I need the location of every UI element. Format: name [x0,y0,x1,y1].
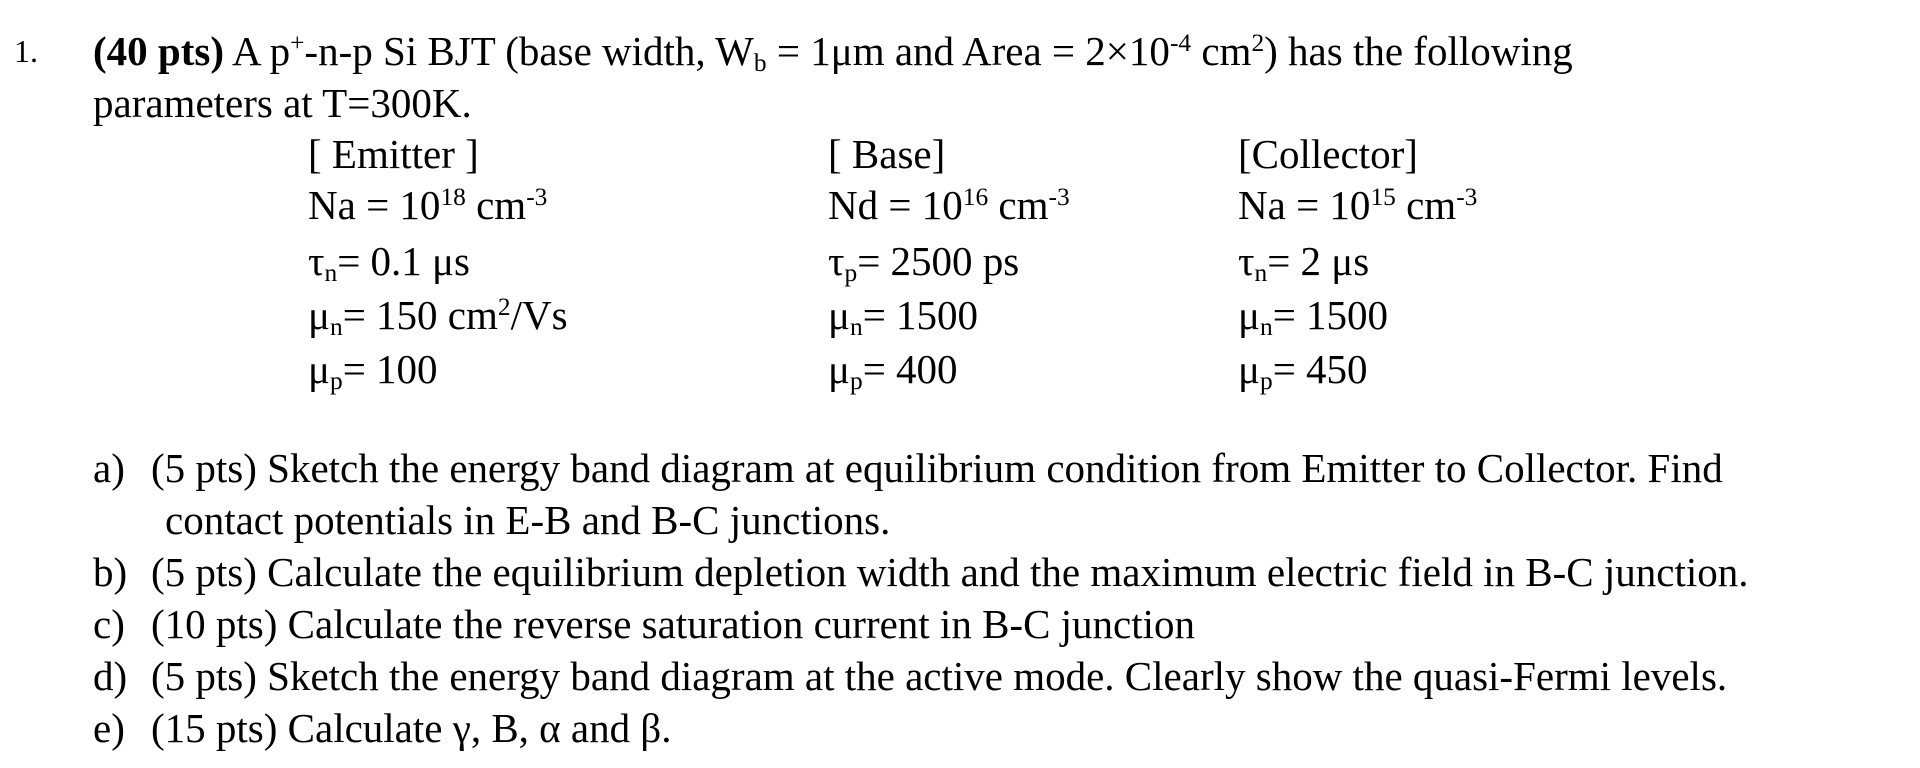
question-a-continuation: contact potentials in E-B and B-C junctions. [165,497,891,543]
emitter-lifetime: $\tau_n= 0.1$ μs [308,238,470,287]
question-text: (5 pts) Calculate the equilibrium depletion width and the maximum electric field in B-C junction. [151,549,1749,595]
question-a [93,443,1723,493]
question-label: a) [93,445,125,491]
collector-electron-mobility: $\mu_n= 1500$ [1238,292,1389,341]
problem-points: (40 pts) [93,28,224,74]
collector-header: [Collector] [1238,131,1418,177]
question-label: c) [93,601,125,647]
collector-doping: $Na = 10^{15}$ $cm^{-3}$ [1238,182,1478,228]
question-text: (5 pts) Sketch the energy band diagram at equilibrium condition from Emitter to Collector. Find [151,445,1723,491]
collector-lifetime: $\tau_n= 2$ μs [1238,238,1370,287]
question-b [93,547,1748,597]
emitter-hole-mobility: $\mu_p= 100$ [308,346,438,395]
question-label: e) [93,705,125,751]
problem-statement-line-1 [93,26,1573,76]
base-lifetime: $\tau_p= 2500$ ps [828,238,1020,287]
question-label: d) [93,653,128,699]
emitter-electron-mobility: $\mu_n= 150$ $cm^2/Vs$ [308,292,568,341]
problem-number: 1. [14,33,38,69]
base-electron-mobility: $\mu_n= 1500$ [828,292,979,341]
question-label: b) [93,549,128,595]
question-text: (10 pts) Calculate the reverse saturation current in B-C junction [151,601,1196,647]
base-hole-mobility: $\mu_p= 400$ [828,346,958,395]
problem-statement-line-2: parameters at T=300K. [93,80,472,126]
emitter-doping: $Na = 10^{18}$ $cm^{-3}$ [308,182,548,228]
intro-text: A p+-n-p Si BJT (base width, $W_b = 1\mu m$ and Area = $2\times 10^{-4}$ $cm^2$) has the following [231,28,1573,77]
collector-hole-mobility: $\mu_p= 450$ [1238,346,1368,395]
base-doping: $Nd = 10^{16}$ $cm^{-3}$ [828,182,1070,228]
question-c [93,599,1195,649]
base-header: [ Base] [828,131,946,177]
question-d [93,651,1727,701]
question-text: (5 pts) Sketch the energy band diagram at the active mode. Clearly show the quasi-Fermi levels. [151,653,1728,699]
question-e [93,703,671,753]
question-text: (15 pts) Calculate γ, B, α and β. [151,705,672,751]
emitter-header: [ Emitter ] [308,131,479,177]
